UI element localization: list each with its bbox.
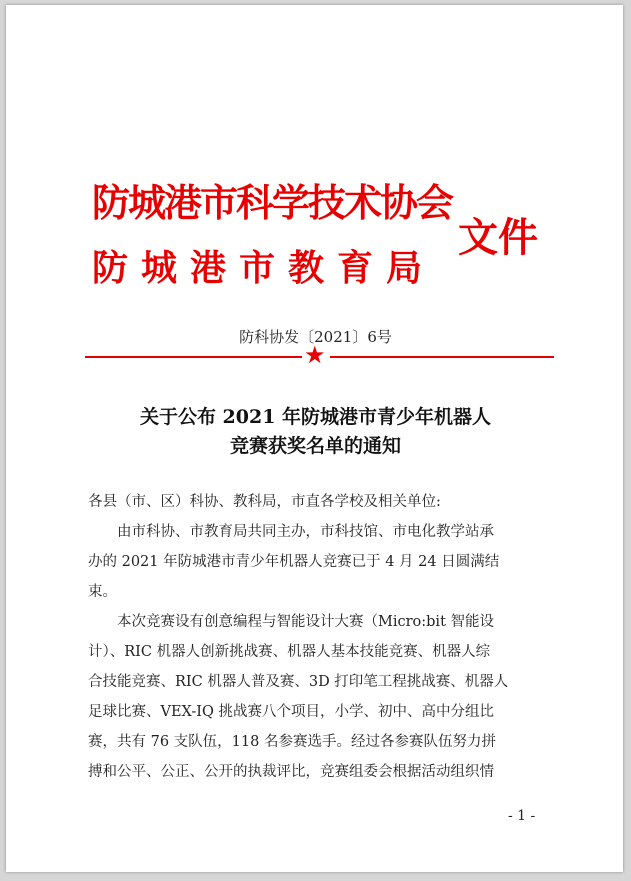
red-divider-right: [330, 356, 554, 358]
body-line: 足球比赛、VEX-IQ 挑战赛八个项目，小学、初中、高中分组比: [88, 704, 494, 720]
salutation-line: 各县（市、区）科协、教科局，市直各学校及相关单位:: [88, 494, 441, 510]
body-line: 办的 2021 年防城港市青少年机器人竞赛已于 4 月 24 日圆满结: [88, 554, 500, 570]
issuer-name-science-association: 防城港市科学技术协会: [92, 180, 453, 225]
issuer-name-education-bureau: 防城港市教育局: [92, 247, 436, 289]
body-line: 计）、RIC 机器人创新挑战赛、机器人基本技能竞赛、机器人综: [88, 644, 491, 660]
body-line: 由市科协、市教育局共同主办，市科技馆、市电化教学站承: [117, 524, 494, 540]
body-line: 赛，共有 76 支队伍，118 名参赛选手。经过各参赛队伍努力拼: [88, 734, 496, 750]
document-number: 防科协发〔2021〕6号: [239, 328, 392, 346]
body-line: 合技能竞赛、RIC 机器人普及赛、3D 打印笔工程挑战赛、机器人: [88, 674, 509, 690]
body-line: 搏和公平、公正、公开的执裁评比，竞赛组委会根据活动组织情: [88, 764, 494, 780]
red-divider-left: [85, 356, 302, 358]
body-line: 本次竞赛设有创意编程与智能设计大赛（Micro:bit 智能设: [117, 614, 495, 630]
notice-title-line-1: 关于公布 2021 年防城港市青少年机器人: [139, 406, 492, 428]
body-line: 束。: [88, 584, 117, 600]
page-number: - 1 -: [508, 808, 536, 824]
red-star-icon: ★: [304, 341, 326, 369]
notice-title-line-2: 竞赛获奖名单的通知: [229, 435, 401, 457]
document-type-label: 文件: [458, 214, 538, 261]
